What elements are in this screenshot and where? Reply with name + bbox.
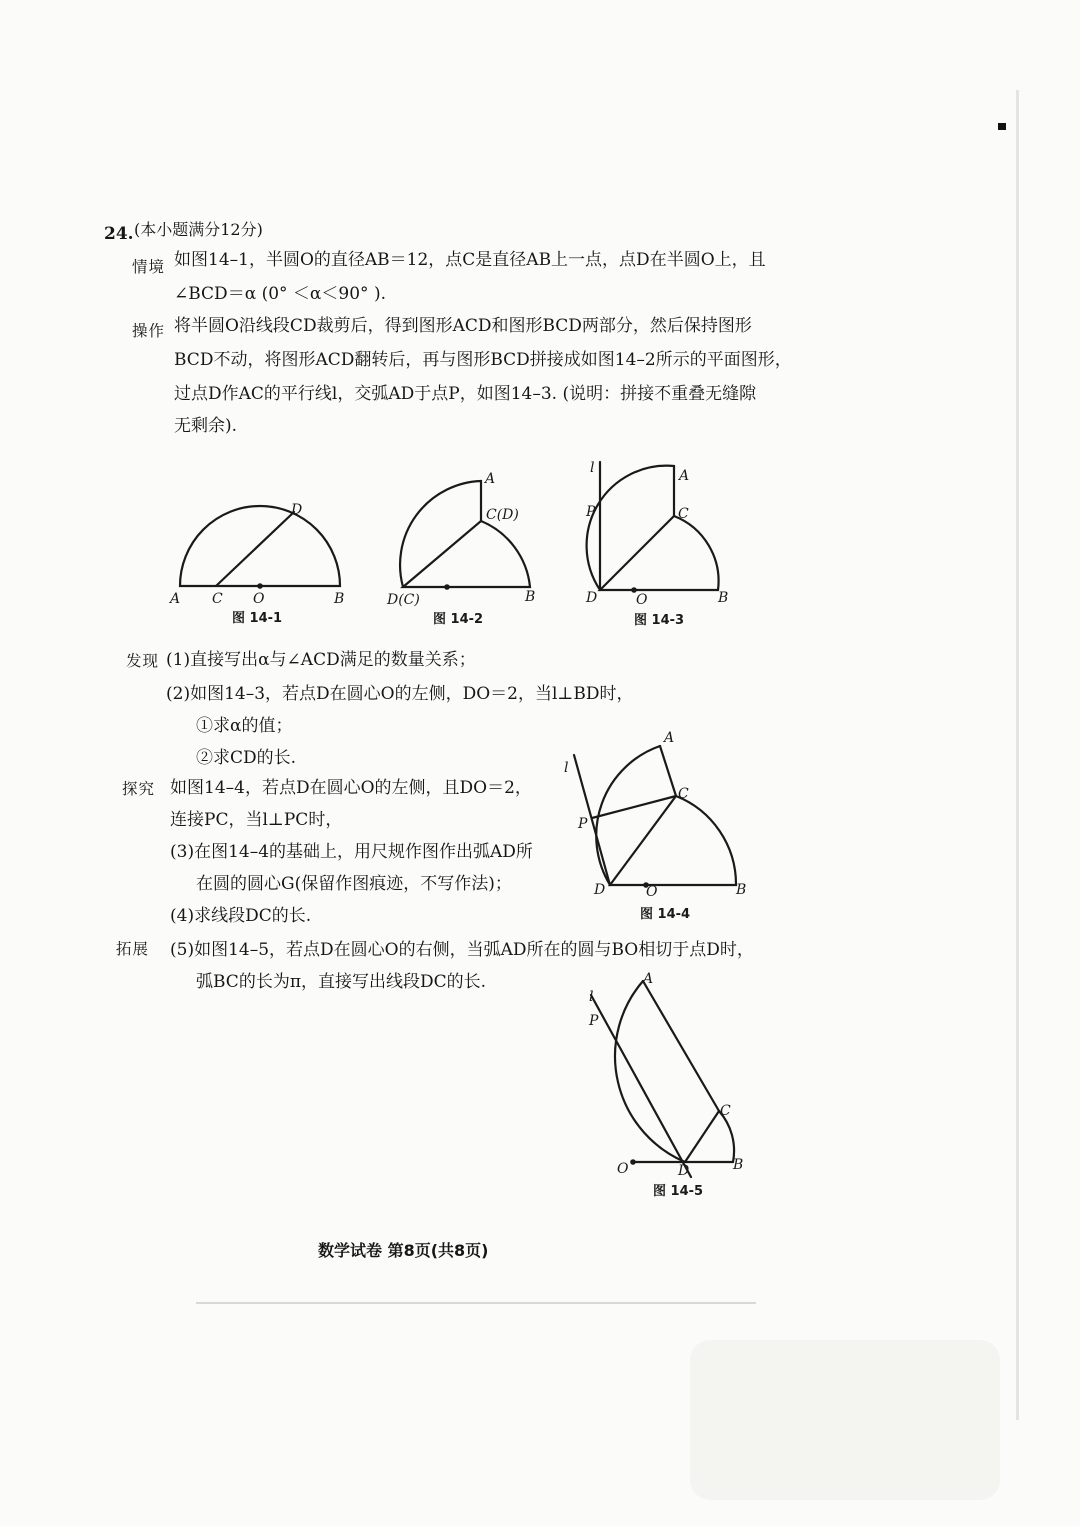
fig2-region-bcd (403, 521, 530, 587)
fig3-label-p: P (586, 504, 596, 520)
page-footer: 数学试卷 第8页(共8页) (318, 1241, 489, 1260)
fig3-label-o: O (636, 592, 648, 608)
fig1-semicircle (180, 506, 340, 586)
operation-line-2: BCD不动，将图形ACD翻转后，再与图形BCD拼接成如图14–2所示的平面图形， (174, 350, 792, 370)
fig5-label-a: A (643, 971, 654, 987)
figure-14-2 (385, 465, 560, 630)
fig4-label-b: B (736, 882, 747, 898)
fig1-caption: 图 14-1 (232, 611, 283, 626)
tag-extend: 拓展 (116, 940, 150, 958)
fig2-caption: 图 14-2 (433, 612, 484, 627)
fig1-segment-cd (216, 512, 294, 586)
fig5-point-o (630, 1159, 636, 1165)
fig1-label-a: A (170, 591, 181, 607)
explore-line-2: 连接PC，当l⊥PC时， (170, 810, 343, 830)
fig5-label-o: O (617, 1161, 629, 1177)
explore-line-1: 如图14–4，若点D在圆心O的左侧，且DO＝2， (170, 778, 532, 798)
fig5-segment-cd (685, 1111, 719, 1162)
fig5-label-c: C (720, 1103, 731, 1119)
explore-q3b: 在圆的圆心G(保留作图痕迹，不写作法)； (196, 874, 512, 894)
fig1-label-c: C (212, 591, 223, 607)
fig2-label-cd: C(D) (486, 507, 519, 523)
situation-line-1: 如图14–1，半圆O的直径AB＝12，点C是直径AB上一点，点D在半圆O上，且 (174, 250, 766, 270)
figure-14-1 (160, 490, 370, 630)
operation-line-3: 过点D作AC的平行线l，交弧AD于点P，如图14–3. (说明：拼接不重叠无缝隙 (174, 384, 757, 404)
discovery-q2b: ②求CD的长. (196, 748, 297, 768)
discovery-q2: (2)如图14–3，若点D在圆心O的左侧，DO＝2，当l⊥BD时， (166, 684, 634, 704)
fig3-label-a: A (679, 468, 690, 484)
fig5-label-b: B (733, 1157, 744, 1173)
fig2-label-a: A (485, 471, 496, 487)
fig5-arc-ad (615, 981, 685, 1162)
operation-line-4: 无剩余). (174, 416, 238, 436)
fig2-region-acd (400, 481, 481, 587)
fig3-caption: 图 14-3 (634, 613, 685, 628)
scan-mark (998, 123, 1006, 130)
tag-explore: 探究 (122, 780, 156, 798)
extend-q5a: (5)如图14–5，若点D在圆心O的右侧，当弧AD所在的圆与BO相切于点D时， (170, 940, 754, 960)
page-edge (1016, 90, 1019, 1420)
fig3-label-l: l (590, 460, 595, 476)
fig5-line-l (591, 995, 691, 1177)
fig1-label-o: O (253, 591, 265, 607)
fig3-region-bcd (600, 516, 719, 590)
fig5-caption: 图 14-5 (653, 1184, 704, 1199)
fig5-label-p: P (589, 1013, 599, 1029)
scan-smudge (690, 1340, 1000, 1500)
fig2-label-b: B (525, 589, 536, 605)
discovery-q1: (1)直接写出α与∠ACD满足的数量关系； (166, 650, 476, 670)
fig1-point-o (257, 583, 263, 589)
fig1-label-b: B (334, 591, 345, 607)
fig4-label-o: O (646, 884, 658, 900)
figure-14-4 (560, 720, 770, 930)
operation-line-1: 将半圆O沿线段CD裁剪后，得到图形ACD和图形BCD两部分，然后保持图形 (174, 316, 752, 336)
tag-operation: 操作 (132, 322, 166, 340)
tag-discovery: 发现 (126, 652, 160, 670)
explore-q4: (4)求线段DC的长. (170, 906, 312, 926)
fig4-label-c: C (678, 786, 689, 802)
figure-14-5 (575, 965, 765, 1205)
fig4-label-d: D (594, 882, 606, 898)
fig2-point-o (444, 584, 450, 590)
discovery-q2a: ①求α的值； (196, 716, 293, 736)
tag-situation: 情境 (132, 258, 166, 276)
question-points: (本小题满分12分) (134, 220, 263, 239)
extend-q5b: 弧BC的长为π，直接写出线段DC的长. (196, 972, 487, 992)
fig3-label-d: D (586, 590, 598, 606)
situation-line-2: ∠BCD＝α (0° ＜α＜90° ). (174, 284, 386, 304)
fig1-label-d: D (291, 502, 303, 518)
fig4-label-p: P (578, 816, 588, 832)
fig4-caption: 图 14-4 (640, 907, 691, 922)
figure-14-3 (578, 450, 748, 635)
question-number: 24. (104, 224, 134, 244)
footer-rule (196, 1302, 756, 1304)
explore-q3a: (3)在图14–4的基础上，用尺规作图作出弧AD所 (170, 842, 533, 862)
fig4-segment-ac (660, 746, 676, 796)
fig5-segment-ac (643, 981, 719, 1111)
fig5-label-l: l (589, 989, 594, 1005)
fig5-label-d: D (678, 1163, 690, 1179)
fig4-label-a: A (664, 730, 675, 746)
fig4-label-l: l (564, 760, 569, 776)
fig2-label-dc: D(C) (387, 592, 420, 608)
fig3-label-c: C (678, 506, 689, 522)
fig3-label-b: B (718, 590, 729, 606)
